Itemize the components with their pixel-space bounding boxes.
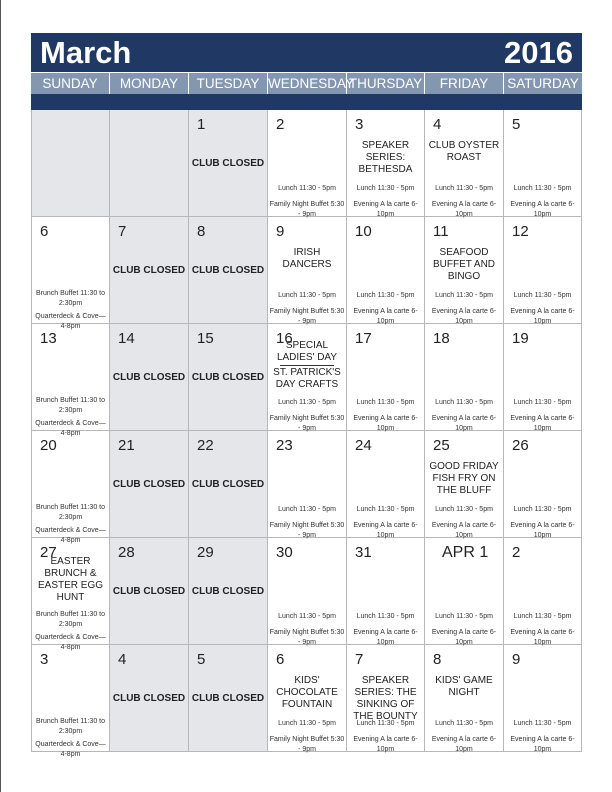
event-title-secondary: ST. PATRICK'S DAY CRAFTS (273, 367, 341, 390)
day-cell (31, 645, 110, 758)
day-cell (110, 538, 189, 645)
day-cell (268, 324, 347, 431)
event-title (34, 556, 107, 604)
service-hours-secondary: Evening A la carte 6-10pm (431, 522, 497, 539)
week-row (31, 431, 582, 544)
service-hours-primary: Lunch 11:30 - 5pm (278, 292, 336, 299)
service-hours-secondary: Family Night Buffet 5:30 - 9pm (269, 736, 345, 753)
day-cell (189, 217, 268, 324)
day-number: 5 (197, 651, 206, 668)
weekday-tuesday: TUESDAY (189, 73, 268, 95)
day-number: 18 (433, 330, 450, 347)
service-hours-primary: Lunch 11:30 - 5pm (278, 185, 336, 192)
day-number: 13 (40, 330, 57, 347)
day-cell (189, 110, 268, 217)
day-number: 5 (512, 116, 521, 133)
service-hours-secondary: Quarterdeck & Cove—4-8pm (35, 313, 106, 330)
service-hours-primary: Lunch 11:30 - 5pm (356, 506, 415, 513)
service-hours-primary: Lunch 11:30 - 5pm (435, 506, 493, 513)
day-cell (31, 431, 110, 544)
event-title-text: GOOD FRIDAY FISH FRY ON THE BLUFF (429, 461, 499, 496)
event-title (427, 461, 501, 497)
service-hours-primary: Lunch 11:30 - 5pm (513, 613, 572, 620)
weekday-thursday: THURSDAY (347, 73, 425, 95)
day-cell (189, 645, 268, 752)
event-title-text: SEAFOOD BUFFET AND BINGO (432, 247, 496, 282)
day-number: 7 (355, 651, 364, 668)
service-hours-primary: Lunch 11:30 - 5pm (435, 399, 493, 406)
day-cell (504, 431, 582, 538)
service-hours-secondary: Evening A la carte 6-10pm (431, 415, 497, 432)
service-hours-secondary: Quarterdeck & Cove—4-8pm (35, 634, 106, 651)
day-cell (268, 645, 347, 752)
service-hours-secondary: Evening A la carte 6-10pm (431, 736, 497, 753)
service-hours-secondary: Family Night Buffet 5:30 - 9pm (269, 308, 345, 325)
day-number: 6 (276, 651, 285, 668)
day-number: 31 (355, 544, 372, 561)
week-row (31, 645, 582, 758)
day-cell (504, 324, 582, 431)
club-closed-label: CLUB CLOSED (112, 479, 186, 490)
day-number: 28 (118, 544, 135, 561)
event-title (427, 675, 501, 699)
day-cell (31, 217, 110, 330)
event-title (349, 675, 422, 723)
day-number: 1 (197, 116, 206, 133)
event-title (427, 247, 501, 283)
club-closed-label: CLUB CLOSED (191, 693, 265, 704)
service-hours-secondary: Evening A la carte 6-10pm (353, 308, 418, 325)
week-row (31, 217, 582, 330)
weekday-friday: FRIDAY (425, 73, 504, 95)
weekday-sunday: SUNDAY (31, 73, 110, 95)
day-cell (110, 431, 189, 538)
day-number: 29 (197, 544, 214, 561)
day-cell (268, 217, 347, 324)
day-cell (425, 217, 504, 324)
club-closed-label: CLUB CLOSED (191, 586, 265, 597)
day-number: 30 (276, 544, 293, 561)
day-cell (268, 110, 347, 217)
day-cell (425, 324, 504, 431)
club-closed-label: CLUB CLOSED (191, 265, 265, 276)
day-number: 24 (355, 437, 372, 454)
service-hours-secondary: Evening A la carte 6-10pm (431, 201, 497, 218)
service-hours-primary: Lunch 11:30 - 5pm (356, 292, 415, 299)
service-hours-secondary: Evening A la carte 6-10pm (353, 522, 418, 539)
day-number: 17 (355, 330, 372, 347)
day-number: 8 (197, 223, 206, 240)
event-title-text: KIDS' CHOCOLATE FOUNTAIN (276, 675, 338, 710)
day-cell (504, 217, 582, 324)
service-hours-secondary: Evening A la carte 6-10pm (510, 415, 575, 432)
day-number: 2 (512, 544, 521, 561)
service-hours-primary: Lunch 11:30 - 5pm (278, 506, 336, 513)
day-number: 19 (512, 330, 529, 347)
service-hours-secondary: Evening A la carte 6-10pm (510, 201, 575, 218)
service-hours-secondary: Quarterdeck & Cove—4-8pm (35, 741, 106, 758)
day-cell (110, 217, 189, 324)
day-cell (504, 538, 582, 645)
service-hours-secondary: Evening A la carte 6-10pm (510, 522, 575, 539)
day-number: 3 (40, 651, 49, 668)
service-hours-primary: Brunch Buffet 11:30 to 2:30pm (35, 290, 105, 307)
service-hours-primary: Lunch 11:30 - 5pm (435, 292, 493, 299)
day-number: 14 (118, 330, 135, 347)
service-hours-secondary: Evening A la carte 6-10pm (353, 736, 418, 753)
day-number: 26 (512, 437, 529, 454)
service-hours-secondary: Evening A la carte 6-10pm (353, 201, 418, 218)
event-title (270, 675, 344, 711)
service-hours-primary: Lunch 11:30 - 5pm (435, 720, 493, 727)
day-number: 4 (433, 116, 442, 133)
week-row (31, 110, 582, 217)
month-title: March (40, 35, 132, 70)
day-cell (347, 538, 425, 645)
day-cell (504, 110, 582, 217)
page-edge (0, 0, 1, 792)
service-hours-secondary: Evening A la carte 6-10pm (510, 308, 575, 325)
event-title-text: IRISH DANCERS (282, 247, 332, 270)
day-cell (268, 538, 347, 645)
day-cell (347, 324, 425, 431)
day-number: 3 (355, 116, 364, 133)
event-title-text: KIDS' GAME NIGHT (435, 675, 493, 698)
day-number: 22 (197, 437, 214, 454)
day-number: 6 (40, 223, 49, 240)
day-cell (347, 110, 425, 217)
service-hours-secondary: Evening A la carte 6-10pm (353, 629, 418, 646)
week-row (31, 324, 582, 437)
service-hours-primary: Brunch Buffet 11:30 to 2:30pm (35, 718, 105, 735)
day-number: 11 (433, 223, 449, 240)
service-hours-primary: Brunch Buffet 11:30 to 2:30pm (35, 504, 105, 521)
service-hours-primary: Brunch Buffet 11:30 to 2:30pm (35, 611, 105, 628)
service-hours-primary: Brunch Buffet 11:30 to 2:30pm (35, 397, 105, 414)
service-hours-primary: Lunch 11:30 - 5pm (513, 506, 572, 513)
service-hours-primary: Lunch 11:30 - 5pm (356, 399, 415, 406)
event-title-text: SPEAKER SERIES: THE SINKING OF THE BOUNTY (353, 675, 418, 722)
day-cell (425, 645, 504, 752)
service-hours-primary: Lunch 11:30 - 5pm (513, 185, 572, 192)
event-title-text: SPEAKER SERIES: BETHESDA (358, 140, 413, 175)
calendar-header (31, 33, 582, 72)
event-title-text: EASTER BRUNCH & EASTER EGG HUNT (37, 556, 103, 603)
club-closed-label: CLUB CLOSED (112, 372, 186, 383)
week-row (31, 538, 582, 651)
day-number: 4 (118, 651, 127, 668)
day-number: 12 (512, 223, 529, 240)
event-title (270, 340, 344, 391)
day-number: APR 1 (442, 544, 489, 561)
year-title: 2016 (504, 35, 573, 70)
service-hours-secondary: Evening A la carte 6-10pm (510, 629, 575, 646)
event-title (427, 140, 501, 164)
weekday-wednesday: WEDNESDAY (268, 73, 347, 95)
day-cell (110, 324, 189, 431)
service-hours-primary: Lunch 11:30 - 5pm (278, 613, 336, 620)
club-closed-label: CLUB CLOSED (191, 479, 265, 490)
day-cell (347, 645, 425, 752)
day-number: 8 (433, 651, 442, 668)
service-hours-primary: Lunch 11:30 - 5pm (278, 399, 336, 406)
day-number: 9 (276, 223, 285, 240)
day-cell (347, 431, 425, 538)
day-cell (425, 431, 504, 538)
weekday-header-row (31, 72, 582, 95)
day-number: 15 (197, 330, 214, 347)
service-hours-primary: Lunch 11:30 - 5pm (356, 185, 415, 192)
day-cell (425, 538, 504, 645)
event-title-text: CLUB OYSTER ROAST (428, 140, 500, 163)
day-cell (31, 538, 110, 651)
service-hours-primary: Lunch 11:30 - 5pm (513, 292, 572, 299)
service-hours-primary: Lunch 11:30 - 5pm (356, 720, 415, 727)
service-hours-secondary: Family Night Buffet 5:30 - 9pm (269, 629, 345, 646)
day-cell (31, 110, 110, 217)
event-title-text: SPECIAL LADIES' DAY (276, 340, 338, 363)
club-closed-label: CLUB CLOSED (191, 372, 265, 383)
day-number: 21 (118, 437, 135, 454)
event-title (349, 140, 422, 176)
service-hours-secondary: Evening A la carte 6-10pm (431, 308, 497, 325)
weekday-saturday: SATURDAY (507, 76, 579, 91)
service-hours-primary: Lunch 11:30 - 5pm (278, 720, 336, 727)
club-closed-label: CLUB CLOSED (191, 158, 265, 169)
day-number: 2 (276, 116, 285, 133)
day-number: 7 (118, 223, 127, 240)
day-number: 20 (40, 437, 57, 454)
event-divider (280, 365, 334, 366)
service-hours-primary: Lunch 11:30 - 5pm (513, 399, 572, 406)
service-hours-secondary: Evening A la carte 6-10pm (353, 415, 418, 432)
service-hours-secondary: Quarterdeck & Cove—4-8pm (35, 420, 106, 437)
service-hours-primary: Lunch 11:30 - 5pm (435, 613, 493, 620)
service-hours-secondary: Quarterdeck & Cove—4-8pm (35, 527, 106, 544)
event-title (270, 247, 344, 271)
day-number: 23 (276, 437, 293, 454)
day-cell (189, 324, 268, 431)
service-hours-secondary: Evening A la carte 6-10pm (510, 736, 575, 753)
day-cell (189, 431, 268, 538)
day-cell (110, 645, 189, 752)
day-number: 9 (512, 651, 521, 668)
day-number: 25 (433, 437, 450, 454)
day-cell (347, 217, 425, 324)
service-hours-secondary: Evening A la carte 6-10pm (431, 629, 497, 646)
header-band (31, 94, 582, 110)
weekday-monday: MONDAY (110, 73, 189, 95)
day-cell (268, 431, 347, 538)
service-hours-primary: Lunch 11:30 - 5pm (513, 720, 572, 727)
service-hours-primary: Lunch 11:30 - 5pm (356, 613, 415, 620)
day-cell (31, 324, 110, 437)
day-number: 16 (276, 330, 293, 347)
day-cell (504, 645, 582, 752)
day-cell (110, 110, 189, 217)
service-hours-secondary: Family Night Buffet 5:30 - 9pm (269, 201, 345, 218)
day-number: 27 (40, 544, 57, 561)
day-cell (425, 110, 504, 217)
calendar-grid (31, 110, 582, 758)
club-closed-label: CLUB CLOSED (112, 693, 186, 704)
club-closed-label: CLUB CLOSED (112, 265, 186, 276)
service-hours-primary: Lunch 11:30 - 5pm (435, 185, 493, 192)
day-cell (189, 538, 268, 645)
day-number: 10 (355, 223, 372, 240)
service-hours-secondary: Family Night Buffet 5:30 - 9pm (269, 522, 345, 539)
service-hours-secondary: Family Night Buffet 5:30 - 9pm (269, 415, 345, 432)
club-closed-label: CLUB CLOSED (112, 586, 186, 597)
